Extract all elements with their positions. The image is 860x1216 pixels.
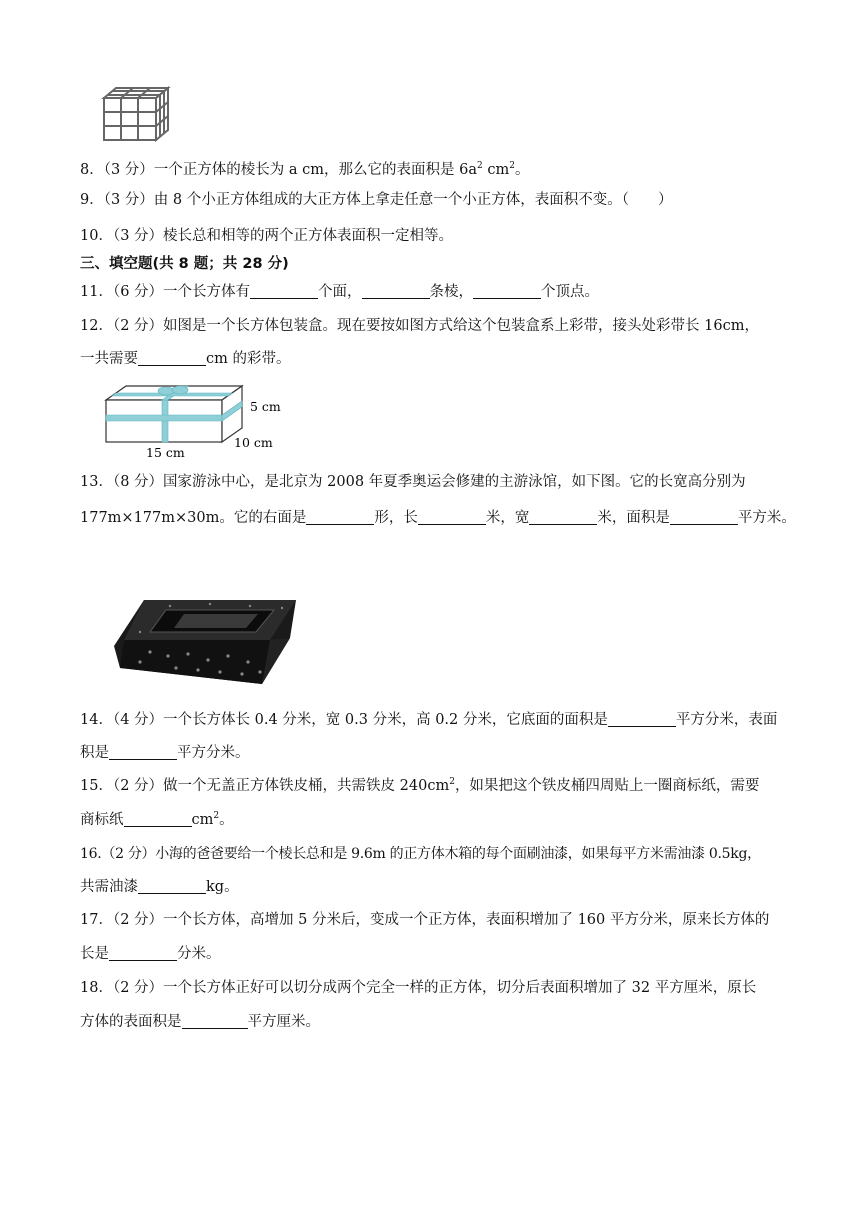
- question-10: 10．（3 分）棱长总和相等的两个正方体表面积一定相等。: [80, 228, 454, 244]
- question-8: 8．（3 分）一个正方体的棱长为 a cm，那么它的表面积是 $6a^2$ $cm^2$。: [80, 161, 530, 178]
- width-label: 10 cm: [234, 435, 273, 450]
- length-label: 15 cm: [146, 445, 185, 458]
- question-12-line-1: 12．（2 分）如图是一个长方体包装盒。现在要按如图方式给这个包装盒系上彩带，接头处彩带长 16cm，: [80, 318, 759, 334]
- question-12-line-2: 一共需要 cm 的彩带。: [80, 351, 291, 367]
- question-14-line-2: 积是 平方分米。: [80, 745, 250, 761]
- question-14-line-1: 14．（4 分）一个长方体长 0.4 分米，宽 0.3 分米，高 0.2 分米，它底面的面积是 平方分米，表面: [80, 712, 778, 728]
- water-cube-photo: [110, 576, 300, 688]
- answer-blank[interactable]: [529, 508, 597, 525]
- question-17-line-2: 长是 分米。: [80, 946, 221, 962]
- answer-blank[interactable]: [306, 508, 374, 525]
- answer-blank[interactable]: [182, 1012, 248, 1029]
- answer-blank[interactable]: [608, 710, 676, 727]
- question-18-line-1: 18．（2 分）一个长方体正好可以切分成两个完全一样的正方体，切分后表面积增加了 32 平方厘米，原长: [80, 980, 757, 996]
- cube-figure: [100, 84, 172, 144]
- question-13-line-2: 177m×177m×30m。它的右面是 形，长 米，宽 米，面积是 平方米。: [80, 510, 796, 526]
- question-15-line-2: 商标纸 $cm^2$。: [80, 811, 234, 828]
- question-17-line-1: 17．（2 分）一个长方体，高增加 5 分米后，变成一个正方体，表面积增加了 160 平方分米，原来长方体的: [80, 912, 770, 928]
- question-9: 9．（3 分）由 8 个小正方体组成的大正方体上拿走任意一个小正方体，表面积不变。（ ）: [80, 192, 673, 208]
- answer-blank[interactable]: [109, 743, 177, 760]
- answer-blank[interactable]: [109, 944, 177, 961]
- question-11: 11．（6 分）一个长方体有 个面， 条棱， 个顶点。: [80, 284, 600, 300]
- question-16-line-1: 16.（2 分）小海的爸爸要给一个棱长总和是 9.6m 的正方体木箱的每个面刷油漆，如果每平方米需油漆 0.5kg，: [80, 846, 761, 862]
- answer-blank[interactable]: [670, 508, 738, 525]
- gift-box-figure: [100, 378, 300, 458]
- answer-blank[interactable]: [138, 877, 206, 894]
- height-label: 5 cm: [250, 399, 281, 414]
- section-title: 三、填空题(共 8 题；共 28 分): [80, 256, 289, 272]
- answer-blank[interactable]: [362, 282, 430, 299]
- question-15-line-1: 15．（2 分）做一个无盖正方体铁皮桶，共需铁皮 $240cm^2$，如果把这个铁皮桶四周贴上一圈商标纸，需要: [80, 777, 760, 794]
- answer-blank[interactable]: [250, 282, 318, 299]
- question-13-line-1: 13．（8 分）国家游泳中心，是北京为 2008 年夏季奥运会修建的主游泳馆，如下图。它的长宽高分别为: [80, 474, 746, 490]
- answer-blank[interactable]: [124, 810, 192, 827]
- question-16-line-2: 共需油漆 kg。: [80, 879, 239, 895]
- question-18-line-2: 方体的表面积是 平方厘米。: [80, 1014, 320, 1030]
- answer-blank[interactable]: [138, 349, 206, 366]
- answer-blank[interactable]: [418, 508, 486, 525]
- answer-blank[interactable]: [473, 282, 541, 299]
